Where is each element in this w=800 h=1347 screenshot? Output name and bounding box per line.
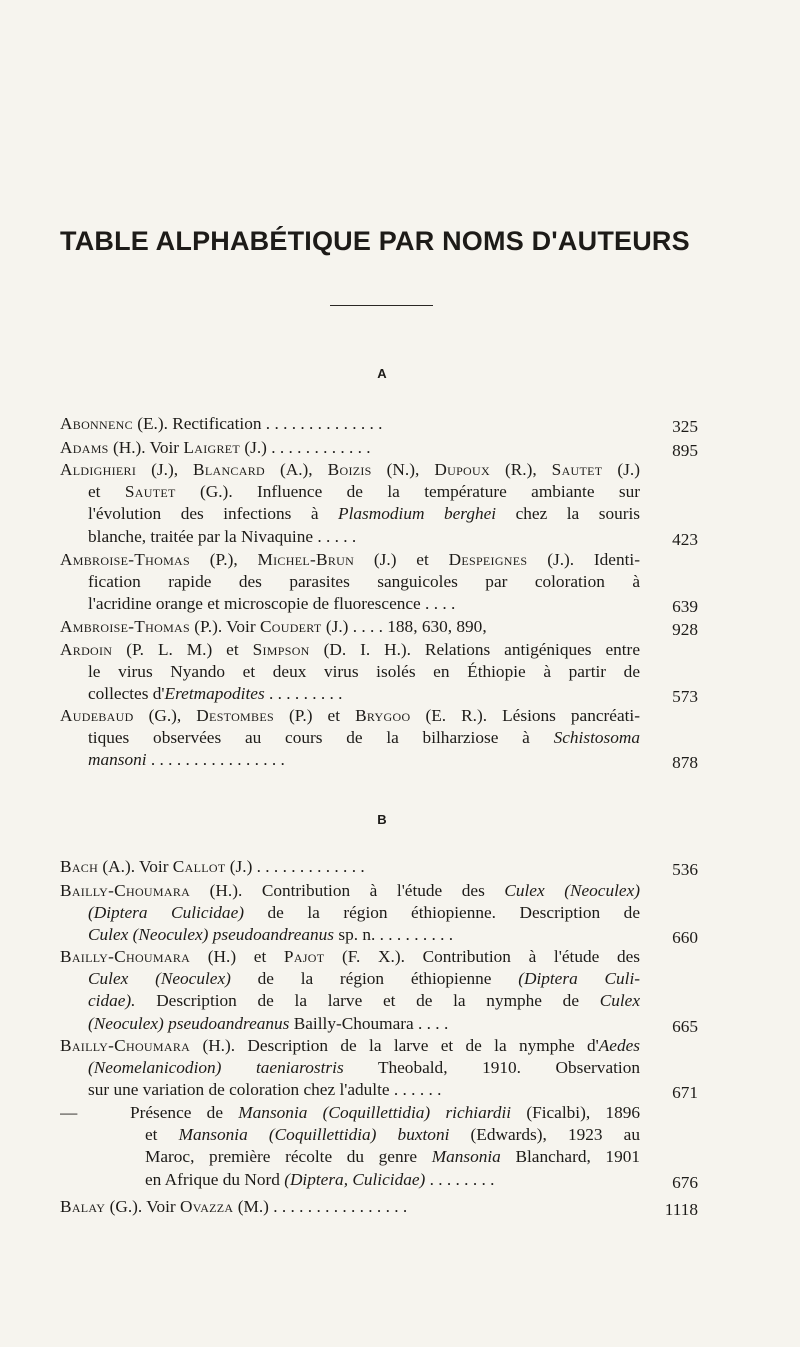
page-number: 671 xyxy=(672,1083,698,1103)
entry-text: (M.) . . . . . . . . . . . . . . . . xyxy=(233,1197,408,1216)
author-name: Bach xyxy=(60,857,99,876)
italic-term: Mansonia xyxy=(431,1147,501,1167)
entry-line xyxy=(60,880,640,902)
index-entry xyxy=(60,459,640,548)
entry-text: . . . . . . . . . . . . . . . . xyxy=(146,750,285,770)
author-name: Dupoux xyxy=(434,460,490,479)
italic-term: Culex (Neoculex) pseudoandreanus xyxy=(88,925,335,945)
entry-text: Theobald, 1910. Observation xyxy=(343,1058,640,1078)
italic-term: Culex (Neoculex) xyxy=(504,881,640,900)
entry-text: (J.), xyxy=(136,460,194,479)
author-name: Boizis xyxy=(327,460,372,479)
entry-line xyxy=(60,727,640,749)
entry-line xyxy=(60,683,640,705)
italic-term: (Neomelanicodion) taeniarostris xyxy=(88,1058,344,1078)
entry-text: (J.). Identi- xyxy=(527,550,640,569)
entry-text: (P. L. M.) et xyxy=(112,640,253,659)
index-entry xyxy=(60,1102,640,1191)
author-name: Sautet xyxy=(551,460,603,479)
index-entry xyxy=(60,856,640,878)
italic-term: (Diptera Culi- xyxy=(518,969,640,989)
page-number: 676 xyxy=(672,1172,698,1192)
author-name: Ovazza xyxy=(180,1197,234,1216)
entry-text: Blanchard, 1901 xyxy=(500,1147,640,1167)
page-number: 878 xyxy=(672,753,698,773)
author-name: Ambroise-Thomas xyxy=(60,550,190,569)
author-name: Bailly-Choumara xyxy=(60,947,191,966)
entry-text: (J.) et xyxy=(354,550,449,569)
italic-term: Aedes xyxy=(598,1036,640,1055)
author-name: Pajot xyxy=(283,947,325,966)
entry-line xyxy=(60,639,640,661)
italic-term: Culex (Neoculex) xyxy=(88,969,231,989)
entry-line xyxy=(60,924,640,946)
author-name: Destombes xyxy=(196,706,274,725)
entry-text: (H.). Description de la larve et de la nymphe d' xyxy=(190,1036,599,1055)
entry-text: (H.) et xyxy=(190,947,284,966)
entry-text: (N.), xyxy=(371,460,435,479)
index-entry xyxy=(60,413,640,435)
entry-line xyxy=(60,616,640,638)
entry-text: le virus Nyando et deux virus isolés en Éthiopie à partir de xyxy=(88,662,640,682)
entry-text: Description de la larve et de la nymphe de xyxy=(135,991,600,1011)
entry-line xyxy=(60,856,640,878)
entry-text: tiques observées au cours de la bilharziose à xyxy=(88,728,554,748)
entry-line xyxy=(60,902,640,924)
italic-term: (Diptera Culicidae) xyxy=(88,903,244,923)
entry-text: de la région éthiopienne xyxy=(230,969,519,989)
entry-line xyxy=(60,549,640,571)
page-number: 928 xyxy=(672,620,698,639)
entry-text: (H.). Contribution à l'étude des xyxy=(190,881,505,900)
entry-line xyxy=(60,1196,640,1218)
entry-line xyxy=(60,990,640,1012)
entry-text: (D. I. H.). Relations antigéniques entre xyxy=(309,640,640,659)
entry-text: (J.) . . . . 188, 630, 890, xyxy=(321,617,487,636)
entry-text: (J.) xyxy=(602,460,640,479)
author-name: Bailly-Choumara xyxy=(60,1036,191,1055)
entry-line xyxy=(60,1169,640,1191)
author-name: Balay xyxy=(60,1197,106,1216)
author-name: Bailly-Choumara xyxy=(60,881,191,900)
entry-line xyxy=(60,661,640,683)
entry-line xyxy=(60,1102,640,1124)
author-name: Brygoo xyxy=(355,706,411,725)
index-entry xyxy=(60,549,640,616)
entry-line xyxy=(60,413,640,435)
entry-text: (G.). Voir xyxy=(105,1197,180,1216)
entry-line xyxy=(60,593,640,615)
author-name: Sautet xyxy=(124,482,176,502)
author-name: Adams xyxy=(60,438,109,457)
author-name: Callot xyxy=(172,857,226,876)
entry-text: (A.). Voir xyxy=(98,857,173,876)
entry-text: (F. X.). Contribution à l'étude des xyxy=(324,947,640,966)
index-entry xyxy=(60,437,640,459)
entry-line xyxy=(60,1124,640,1146)
page-number: 639 xyxy=(672,597,698,617)
entry-text: en Afrique du Nord xyxy=(145,1169,285,1189)
entry-text: l'acridine orange et microscopie de fluorescence . . . . xyxy=(88,594,456,614)
entry-line xyxy=(60,705,640,727)
entry-text: (Edwards), 1923 au xyxy=(449,1125,640,1145)
author-name: Coudert xyxy=(259,617,322,636)
author-name: Laigret xyxy=(183,438,241,457)
entry-line xyxy=(60,749,640,771)
ditto-dash: — xyxy=(60,1103,78,1122)
entry-text: sur une variation de coloration chez l'adulte . . . . . . xyxy=(88,1080,442,1100)
entry-text: (J.) . . . . . . . . . . . . xyxy=(240,438,371,457)
italic-term: Mansonia (Coquillettidia) buxtoni xyxy=(178,1125,450,1145)
entry-text: Maroc, première récolte du genre xyxy=(145,1147,432,1167)
italic-term: (Neoculex) pseudoandreanus xyxy=(88,1013,290,1033)
index-entry xyxy=(60,705,640,772)
entry-text: . . . . . . . . . xyxy=(264,684,343,704)
author-name: Blancard xyxy=(193,460,265,479)
italic-term: Culex xyxy=(599,991,640,1011)
author-name: Ardoin xyxy=(60,640,113,659)
page-number: 660 xyxy=(672,928,698,948)
entry-text: (Ficalbi), 1896 xyxy=(511,1103,640,1122)
italic-term: Plasmodium berghei xyxy=(338,504,497,524)
entry-text: Bailly-Choumara . . . . xyxy=(289,1013,449,1033)
entry-text: blanche, traitée par la Nivaquine . . . . . xyxy=(88,526,357,546)
index-entry xyxy=(60,1035,640,1102)
entry-text: et xyxy=(145,1125,179,1145)
entry-text: Présence de xyxy=(130,1103,239,1122)
entry-text: sp. n. . . . . . . . . . xyxy=(334,925,454,945)
index-entry xyxy=(60,946,640,1035)
author-name: Abonnenc xyxy=(60,414,133,433)
entry-text: chez la souris xyxy=(496,504,640,524)
section-letter: A xyxy=(377,366,387,381)
page-number: 423 xyxy=(672,529,698,549)
entry-text: et xyxy=(88,482,125,502)
section-letter: B xyxy=(377,812,387,827)
page-title: TABLE ALPHABÉTIQUE PAR NOMS D'AUTEURS xyxy=(60,226,690,256)
page-number: 325 xyxy=(672,417,698,436)
entry-line xyxy=(60,1057,640,1079)
italic-term: cidae). xyxy=(88,991,136,1011)
entry-line xyxy=(60,1013,640,1035)
entry-text: (R.), xyxy=(489,460,552,479)
page-number: 895 xyxy=(672,441,698,460)
entry-text: (A.), xyxy=(264,460,328,479)
entry-line xyxy=(60,1146,640,1168)
index-entry xyxy=(60,1196,640,1218)
index-entry xyxy=(60,639,640,706)
entry-text: . . . . . . . . xyxy=(425,1169,495,1189)
index-entry xyxy=(60,880,640,947)
page-number: 665 xyxy=(672,1016,698,1036)
entry-text: collectes d' xyxy=(88,684,165,704)
entry-line xyxy=(60,968,640,990)
entry-text: (H.). Voir xyxy=(108,438,184,457)
entry-text: (E.). Rectification . . . . . . . . . . . . . . xyxy=(132,414,383,433)
entry-text: (J.) . . . . . . . . . . . . . xyxy=(225,857,365,876)
entry-line xyxy=(60,437,640,459)
author-name: Audebaud xyxy=(60,706,134,725)
author-name: Aldighieri xyxy=(60,460,137,479)
page-number: 536 xyxy=(672,860,698,879)
entry-line xyxy=(60,946,640,968)
title-rule xyxy=(330,305,433,306)
page-number: 573 xyxy=(672,687,698,707)
index-entry xyxy=(60,616,640,638)
author-name: Despeignes xyxy=(448,550,528,569)
page-number: 1118 xyxy=(664,1200,698,1219)
entry-text: (G.). Influence de la température ambiante sur xyxy=(175,482,640,502)
entry-text: (P.), xyxy=(189,550,258,569)
entry-text: (G.), xyxy=(133,706,197,725)
author-name: Michel-Brun xyxy=(257,550,355,569)
entry-text: l'évolution des infections à xyxy=(88,504,339,524)
author-name: Ambroise-Thomas xyxy=(60,617,190,636)
entry-text: (E. R.). Lésions pancréati- xyxy=(410,706,640,725)
entry-line xyxy=(60,571,640,593)
entry-line xyxy=(60,481,640,503)
entry-line xyxy=(60,459,640,481)
author-name: Simpson xyxy=(252,640,310,659)
entry-line xyxy=(60,1035,640,1057)
entry-text: (P.). Voir xyxy=(189,617,260,636)
entry-text: fication rapide des parasites sanguicoles par coloration à xyxy=(88,572,640,592)
italic-term: mansoni xyxy=(88,750,147,770)
entry-line xyxy=(60,503,640,525)
entry-line xyxy=(60,1079,640,1101)
italic-term: Eretmapodites xyxy=(164,684,265,704)
italic-term: Schistosoma xyxy=(553,728,640,748)
italic-term: (Diptera, Culicidae) xyxy=(284,1169,426,1189)
entry-text: de la région éthiopienne. Description de xyxy=(244,903,640,923)
italic-term: Mansonia (Coquillettidia) richiardii xyxy=(238,1103,512,1122)
entry-line xyxy=(60,526,640,548)
entry-text: (P.) et xyxy=(273,706,356,725)
